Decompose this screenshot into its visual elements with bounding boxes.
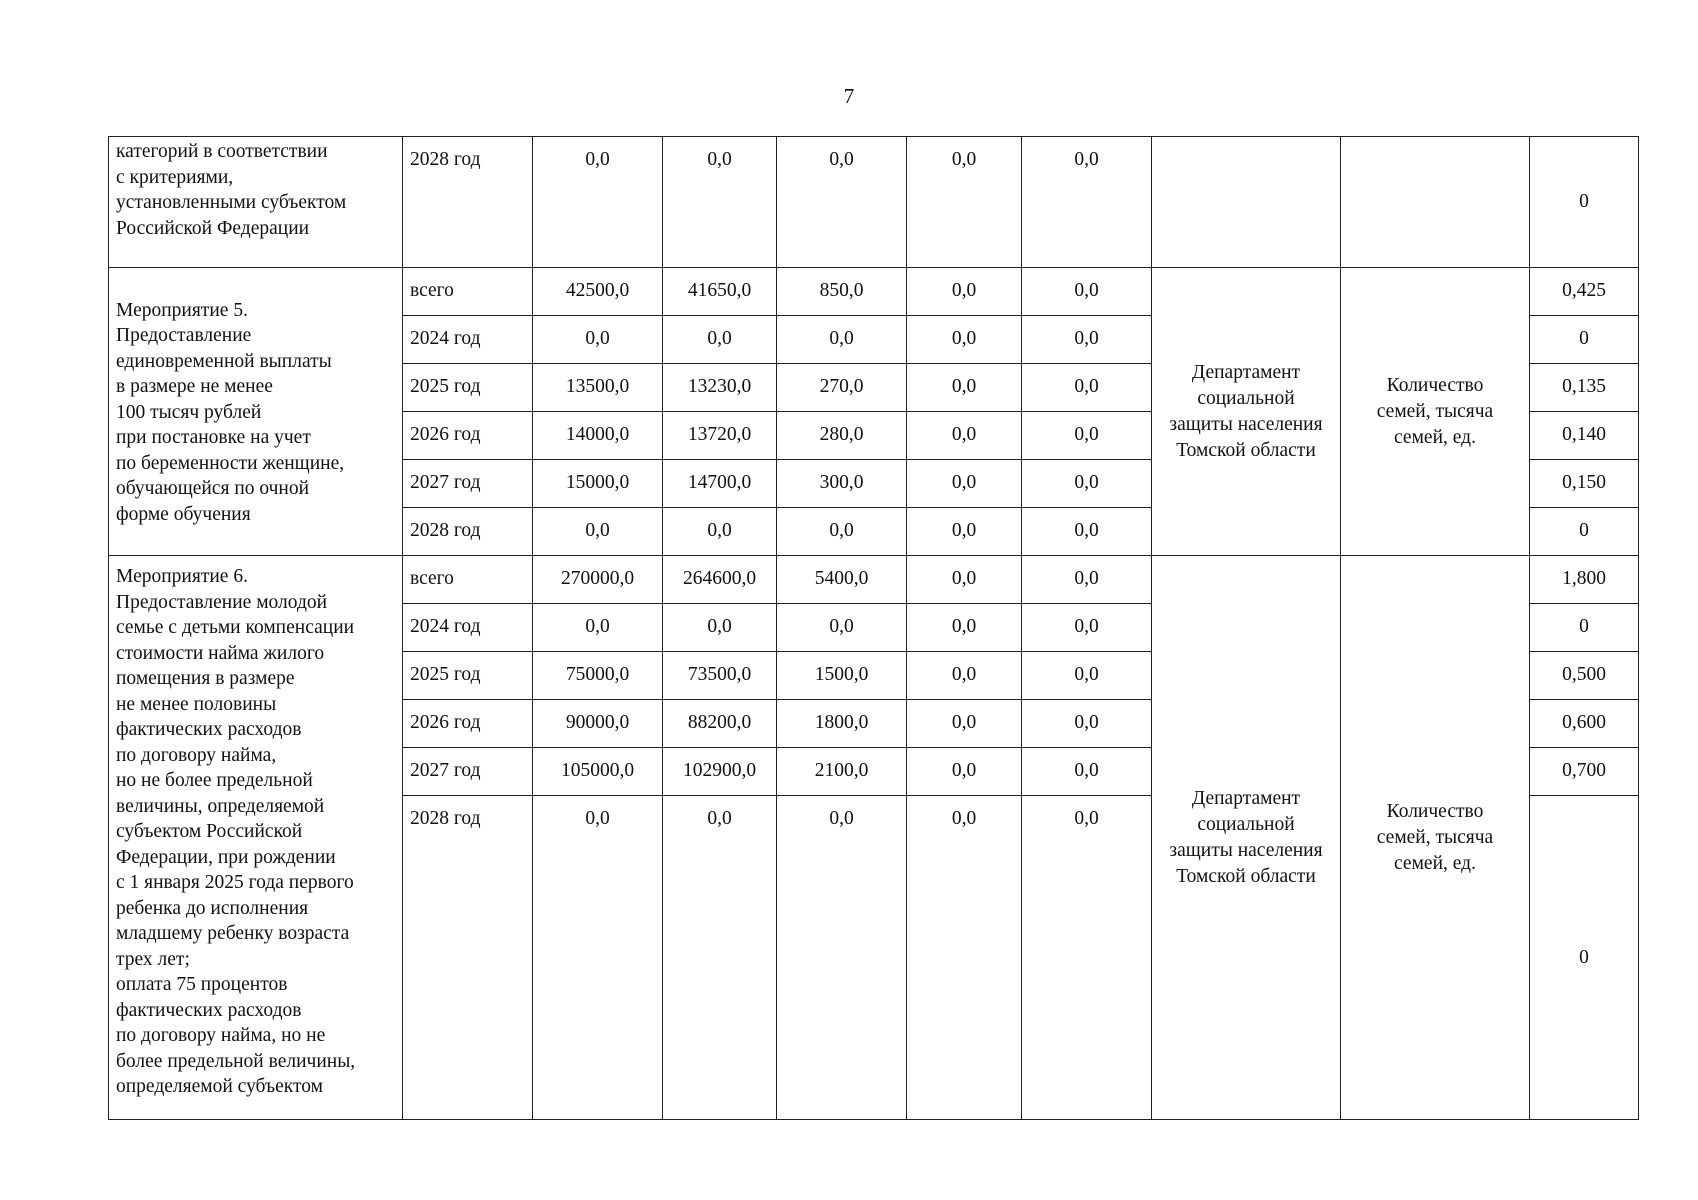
value-cell: 270,0	[777, 364, 907, 412]
value-cell: 41650,0	[663, 268, 777, 316]
year-cell: 2027 год	[403, 748, 533, 796]
value-cell: 850,0	[777, 268, 907, 316]
measure-6-description: Мероприятие 6. Предоставление молодой семье с детьми компенсации стоимости найма жилого помещения в размере не менее половины фактических расходов по договору найма, но не более предельной величины, определяемой субъектом Российской Федерации, при рождении с 1 января 2025 года первого ребенка до исполнения младшему ребенку возраста трех лет; оплата 75 процентов фактических расходов по договору найма, но не более предельной величины, определяемой субъектом	[109, 556, 403, 1120]
value-cell: 0,0	[1022, 137, 1152, 268]
indicator-value-cell: 0	[1530, 796, 1639, 1120]
value-cell: 0,0	[1022, 508, 1152, 556]
value-cell: 0,0	[533, 604, 663, 652]
value-cell: 42500,0	[533, 268, 663, 316]
value-cell: 0,0	[777, 508, 907, 556]
value-cell: 0,0	[533, 796, 663, 1120]
year-cell: 2028 год	[403, 137, 533, 268]
value-cell: 0,0	[663, 508, 777, 556]
value-cell: 0,0	[907, 508, 1022, 556]
value-cell: 105000,0	[533, 748, 663, 796]
value-cell: 0,0	[1022, 364, 1152, 412]
value-cell: 2100,0	[777, 748, 907, 796]
value-cell: 0,0	[777, 796, 907, 1120]
department-cell: Департамент социальной защиты населения Томской области	[1152, 268, 1341, 556]
value-cell: 0,0	[777, 137, 907, 268]
year-cell: 2025 год	[403, 652, 533, 700]
indicator-value-cell: 0,700	[1530, 748, 1639, 796]
value-cell: 13230,0	[663, 364, 777, 412]
value-cell: 300,0	[777, 460, 907, 508]
value-cell: 1500,0	[777, 652, 907, 700]
value-cell: 13500,0	[533, 364, 663, 412]
value-cell: 0,0	[1022, 316, 1152, 364]
value-cell: 0,0	[533, 316, 663, 364]
value-cell: 0,0	[907, 460, 1022, 508]
value-cell: 0,0	[907, 412, 1022, 460]
value-cell: 0,0	[1022, 796, 1152, 1120]
value-cell: 0,0	[533, 508, 663, 556]
value-cell: 264600,0	[663, 556, 777, 604]
year-cell: 2024 год	[403, 316, 533, 364]
value-cell: 0,0	[907, 748, 1022, 796]
value-cell: 75000,0	[533, 652, 663, 700]
value-cell: 0,0	[1022, 604, 1152, 652]
indicator-value-cell: 1,800	[1530, 556, 1639, 604]
value-cell: 14700,0	[663, 460, 777, 508]
year-cell: 2026 год	[403, 412, 533, 460]
value-cell: 0,0	[777, 316, 907, 364]
table-row	[109, 268, 1639, 316]
indicator-value-cell: 0	[1530, 508, 1639, 556]
department-cell	[1152, 137, 1341, 268]
value-cell: 0,0	[907, 137, 1022, 268]
value-cell: 0,0	[907, 796, 1022, 1120]
value-cell: 280,0	[777, 412, 907, 460]
value-cell: 0,0	[907, 268, 1022, 316]
page-number: 7	[843, 84, 855, 108]
indicator-value-cell: 0	[1530, 137, 1639, 268]
value-cell: 0,0	[907, 700, 1022, 748]
value-cell: 88200,0	[663, 700, 777, 748]
indicator-value-cell: 0	[1530, 316, 1639, 364]
year-cell: 2028 год	[403, 796, 533, 1120]
value-cell: 0,0	[1022, 700, 1152, 748]
indicator-value-cell: 0,600	[1530, 700, 1639, 748]
value-cell: 0,0	[1022, 556, 1152, 604]
year-cell: 2028 год	[403, 508, 533, 556]
value-cell: 0,0	[907, 604, 1022, 652]
table-row	[109, 556, 1639, 604]
value-cell: 13720,0	[663, 412, 777, 460]
year-cell: всего	[403, 268, 533, 316]
value-cell: 1800,0	[777, 700, 907, 748]
table-row	[109, 137, 1639, 268]
value-cell: 0,0	[1022, 460, 1152, 508]
value-cell: 5400,0	[777, 556, 907, 604]
year-cell: 2025 год	[403, 364, 533, 412]
value-cell: 0,0	[663, 796, 777, 1120]
year-cell: всего	[403, 556, 533, 604]
value-cell: 102900,0	[663, 748, 777, 796]
measure-5-description: Мероприятие 5. Предоставление единовременной выплаты в размере не менее 100 тысяч рублей при постановке на учет по беременности женщине, обучающейся по очной форме обучения	[109, 268, 403, 556]
value-cell: 0,0	[907, 556, 1022, 604]
value-cell: 0,0	[663, 604, 777, 652]
department-cell: Департамент социальной защиты населения Томской области	[1152, 556, 1341, 1120]
indicator-value-cell: 0,425	[1530, 268, 1639, 316]
value-cell: 90000,0	[533, 700, 663, 748]
value-cell: 0,0	[1022, 748, 1152, 796]
value-cell: 270000,0	[533, 556, 663, 604]
indicator-value-cell: 0,135	[1530, 364, 1639, 412]
indicator-value-cell: 0	[1530, 604, 1639, 652]
budget-table	[108, 136, 1639, 1120]
year-cell: 2024 год	[403, 604, 533, 652]
value-cell: 73500,0	[663, 652, 777, 700]
indicator-value-cell: 0,140	[1530, 412, 1639, 460]
value-cell: 0,0	[663, 316, 777, 364]
value-cell: 0,0	[907, 316, 1022, 364]
indicator-cell: Количество семей, тысяча семей, ед.	[1341, 268, 1530, 556]
value-cell: 14000,0	[533, 412, 663, 460]
value-cell: 15000,0	[533, 460, 663, 508]
value-cell: 0,0	[533, 137, 663, 268]
indicator-cell	[1341, 137, 1530, 268]
value-cell: 0,0	[1022, 652, 1152, 700]
measure-description: категорий в соответствии с критериями, установленными субъектом Российской Федерации	[109, 137, 403, 268]
indicator-cell: Количество семей, тысяча семей, ед.	[1341, 556, 1530, 1120]
value-cell: 0,0	[1022, 268, 1152, 316]
value-cell: 0,0	[777, 604, 907, 652]
value-cell: 0,0	[663, 137, 777, 268]
value-cell: 0,0	[907, 364, 1022, 412]
indicator-value-cell: 0,500	[1530, 652, 1639, 700]
value-cell: 0,0	[907, 652, 1022, 700]
year-cell: 2026 год	[403, 700, 533, 748]
year-cell: 2027 год	[403, 460, 533, 508]
indicator-value-cell: 0,150	[1530, 460, 1639, 508]
value-cell: 0,0	[1022, 412, 1152, 460]
